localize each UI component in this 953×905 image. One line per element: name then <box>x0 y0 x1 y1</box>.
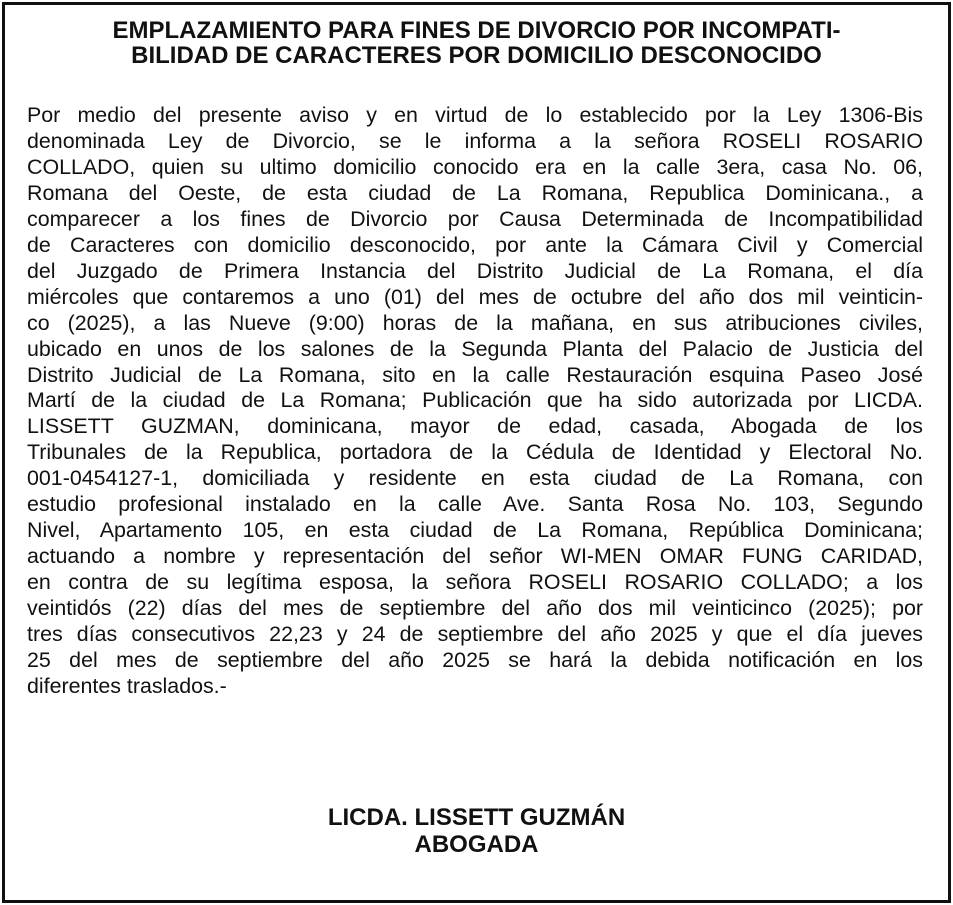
body-line: tres días consecutivos 22,23 y 24 de septiembre del año 2025 y que el día jueves <box>27 622 923 647</box>
title-line-1: EMPLAZAMIENTO PARA FINES DE DIVORCIO POR INCOMPATI- <box>112 17 841 44</box>
body-line: Martí de la ciudad de La Romana; Publicación que ha sido autorizada por LICDA. <box>27 388 923 413</box>
body-line: diferentes traslados.- <box>27 673 227 698</box>
body-line: del Juzgado de Primera Instancia del Distrito Judicial de La Romana, el día <box>27 258 923 283</box>
body-line: 001-0454127-1, domiciliada y residente en esta ciudad de La Romana, con <box>27 466 923 491</box>
body-line: Nivel, Apartamento 105, en esta ciudad de La Romana, República Dominicana; <box>27 518 923 543</box>
body-line: Tribunales de la Republica, portadora de la Cédula de Identidad y Electoral No. <box>27 440 923 465</box>
signature-block <box>5 804 948 858</box>
body-line: estudio profesional instalado en la calle Ave. Santa Rosa No. 103, Segundo <box>27 492 923 517</box>
body-line: ubicado en unos de los salones de la Segunda Planta del Palacio de Justicia del <box>27 336 923 361</box>
body-line: Por medio del presente aviso y en virtud de lo establecido por la Ley 1306-Bis <box>27 103 923 127</box>
body-line: denominada Ley de Divorcio, se le informa a la señora ROSELI ROSARIO <box>27 128 923 153</box>
body-line: miércoles que contaremos a uno (01) del mes de octubre del año dos mil veinticin- <box>27 284 923 309</box>
body-line: de Caracteres con domicilio desconocido, por ante la Cámara Civil y Comercial <box>27 232 923 257</box>
body-line: Distrito Judicial de La Romana, sito en la calle Restauración esquina Paseo José <box>27 362 923 387</box>
notice-body <box>27 103 923 700</box>
signature-name: LICDA. LISSETT GUZMÁN <box>327 804 626 831</box>
body-line: actuando a nombre y representación del señor WI-MEN OMAR FUNG CARIDAD, <box>27 544 923 569</box>
body-line: Romana del Oeste, de esta ciudad de La Romana, Republica Dominicana., a <box>27 180 923 205</box>
body-line: COLLADO, quien su ultimo domicilio conocido era en la calle 3era, casa No. 06, <box>27 154 923 179</box>
title-line-2: BILIDAD DE CARACTERES POR DOMICILIO DESCONOCIDO <box>131 42 822 69</box>
signature-role: ABOGADA <box>414 831 539 858</box>
body-line: LISSETT GUZMAN, dominicana, mayor de edad, casada, Abogada de los <box>27 414 923 439</box>
body-line: comparecer a los fines de Divorcio por Causa Determinada de Incompatibilidad <box>27 206 923 231</box>
body-line: 25 del mes de septiembre del año 2025 se hará la debida notificación en los <box>27 648 923 673</box>
notice-title <box>5 18 948 68</box>
body-line: co (2025), a las Nueve (9:00) horas de la mañana, en sus atribuciones civiles, <box>27 310 923 335</box>
body-line: en contra de su legítima esposa, la señora ROSELI ROSARIO COLLADO; a los <box>27 570 923 595</box>
notice-frame <box>2 2 951 903</box>
body-line: veintidós (22) días del mes de septiembre del año dos mil veinticinco (2025); por <box>27 596 923 621</box>
